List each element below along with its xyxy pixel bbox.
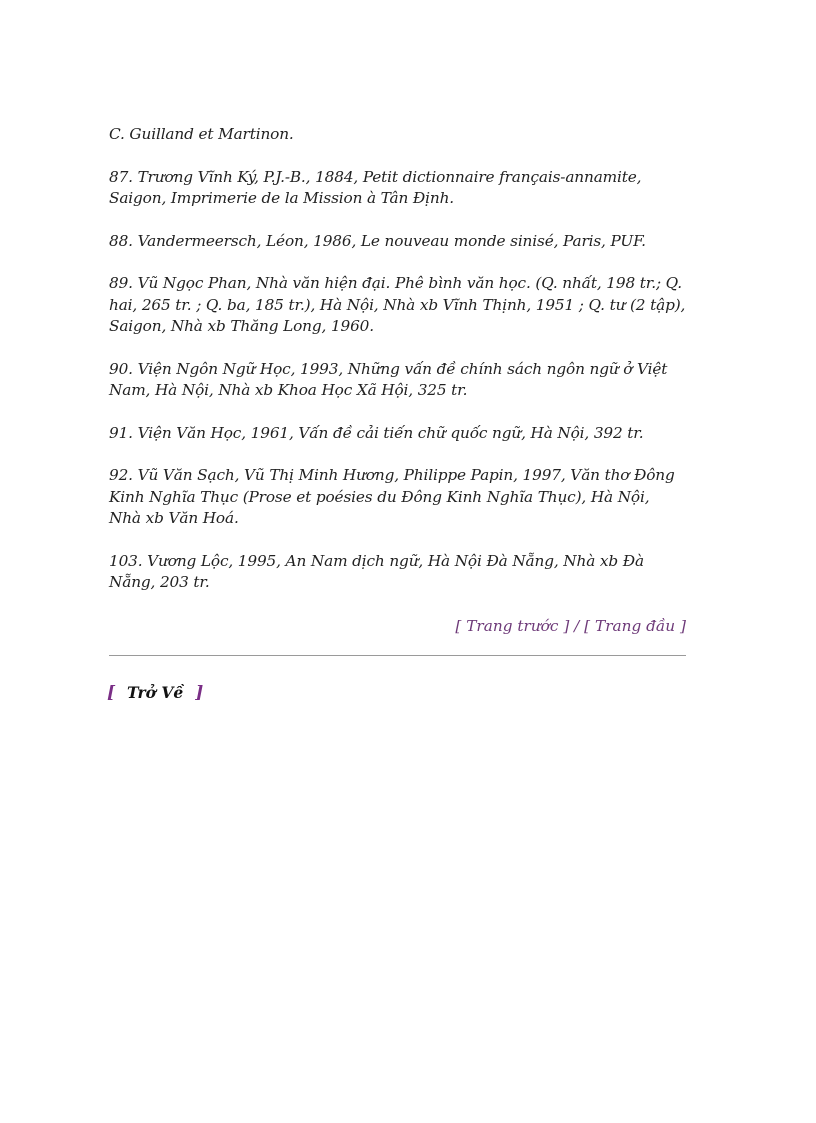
bibliography-page <box>109 124 686 656</box>
back-open-bracket: [ <box>107 683 116 703</box>
reference-entry: 103. Vương Lộc, 1995, An Nam dịch ngữ, Hà Nội Đà Nẵng, Nhà xb Đà Nẵng, 203 tr. <box>109 551 644 591</box>
previous-page-link[interactable]: [ Trang trước ] <box>455 616 570 635</box>
reference-entry: 90. Viện Ngôn Ngữ Học, 1993, Những vấn đề chính sách ngôn ngữ ở Việt Nam, Hà Nội, Nhà xb Khoa Học Xã Hội, 325 tr. <box>109 359 668 399</box>
reference-entry: 87. Trương Vĩnh Ký, P.J.-B., 1884, Petit dictionnaire français-annamite, Saigon, Imprimerie de la Mission à Tân Định. <box>109 167 642 207</box>
first-page-link[interactable]: [ Trang đầu ] <box>584 616 686 635</box>
page-navigation <box>109 615 686 638</box>
back-button[interactable] <box>107 683 203 703</box>
reference-entry: 92. Vũ Văn Sạch, Vũ Thị Minh Hương, Philippe Papin, 1997, Văn thơ Đông Kinh Nghĩa Thục (Prose et poésies du Đông Kinh Nghĩa Thục), Hà Nội, Nhà xb Văn Hoá. <box>109 466 675 527</box>
reference-entry: C. Guilland et Martinon. <box>109 125 294 143</box>
reference-entry: 89. Vũ Ngọc Phan, Nhà văn hiện đại. Phê bình văn học. (Q. nhất, 198 tr.; Q. hai, 265 tr. ; Q. ba, 185 tr.), Hà Nội, Nhà xb Vĩnh Thịnh, 1951 ; Q. tư (2 tập), Saigon, Nhà xb Thăng Long, 1960. <box>109 274 686 335</box>
back-close-bracket: ] <box>195 683 204 703</box>
back-label[interactable]: Trở Về <box>127 683 184 702</box>
reference-entry: 88. Vandermeersch, Léon, 1986, Le nouveau monde sinisé, Paris, PUF. <box>109 231 646 250</box>
reference-entry: 91. Viện Văn Học, 1961, Vấn đề cải tiến chữ quốc ngữ, Hà Nội, 392 tr. <box>109 423 644 442</box>
divider <box>109 655 686 656</box>
nav-separator: / <box>569 616 585 635</box>
